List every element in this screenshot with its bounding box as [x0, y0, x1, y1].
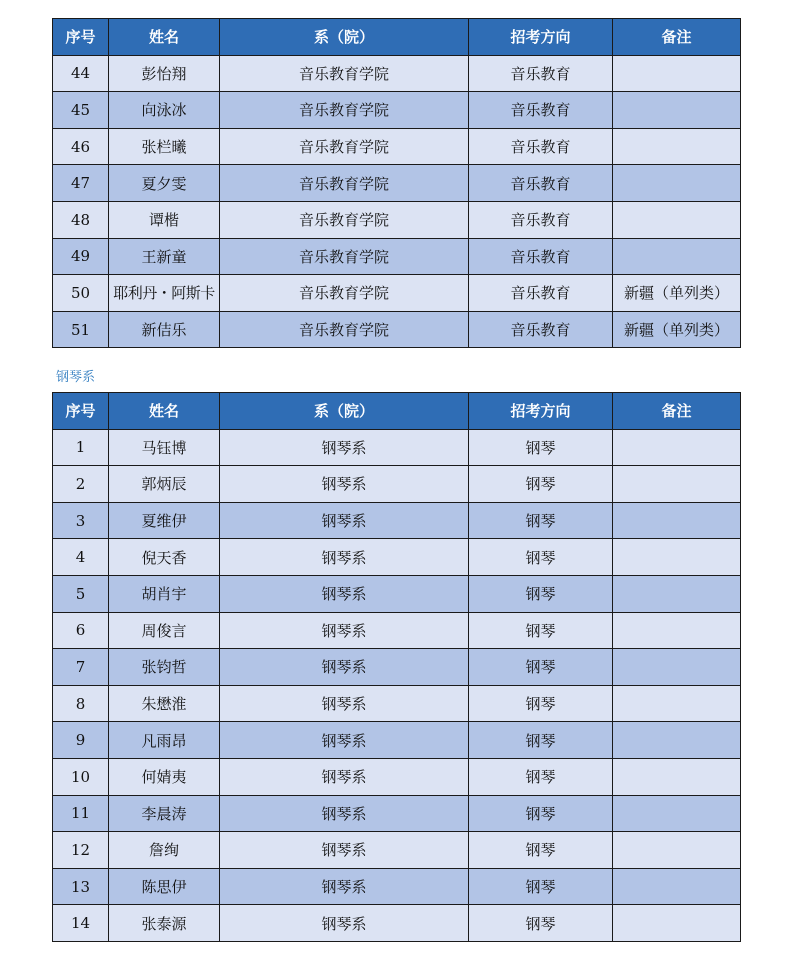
cell-note	[613, 466, 741, 503]
cell-note: 新疆（单列类）	[613, 311, 741, 348]
cell-note	[613, 905, 741, 942]
cell-direction: 钢琴	[469, 429, 613, 466]
cell-name: 耶利丹・阿斯卡	[109, 275, 220, 312]
cell-no: 47	[53, 165, 109, 202]
cell-direction: 钢琴	[469, 868, 613, 905]
cell-name: 夏夕雯	[109, 165, 220, 202]
table-row	[53, 165, 741, 202]
header-note: 备注	[613, 393, 741, 430]
cell-no: 3	[53, 502, 109, 539]
cell-note	[613, 128, 741, 165]
cell-note	[613, 722, 741, 759]
cell-no: 7	[53, 649, 109, 686]
table-row	[53, 275, 741, 312]
cell-dept: 钢琴系	[220, 795, 469, 832]
cell-note	[613, 575, 741, 612]
cell-note	[613, 832, 741, 869]
cell-direction: 钢琴	[469, 832, 613, 869]
cell-name: 倪天香	[109, 539, 220, 576]
piano-department-table	[52, 392, 741, 942]
cell-direction: 钢琴	[469, 502, 613, 539]
table-row	[53, 55, 741, 92]
cell-no: 1	[53, 429, 109, 466]
cell-dept: 音乐教育学院	[220, 311, 469, 348]
table-row	[53, 539, 741, 576]
cell-name: 夏维伊	[109, 502, 220, 539]
cell-dept: 钢琴系	[220, 685, 469, 722]
header-no: 序号	[53, 19, 109, 56]
cell-note: 新疆（单列类）	[613, 275, 741, 312]
cell-no: 49	[53, 238, 109, 275]
cell-direction: 钢琴	[469, 905, 613, 942]
cell-dept: 钢琴系	[220, 905, 469, 942]
cell-no: 11	[53, 795, 109, 832]
header-note: 备注	[613, 19, 741, 56]
cell-dept: 钢琴系	[220, 502, 469, 539]
cell-no: 5	[53, 575, 109, 612]
cell-direction: 钢琴	[469, 466, 613, 503]
cell-note	[613, 612, 741, 649]
cell-direction: 钢琴	[469, 685, 613, 722]
table-header-row	[53, 19, 741, 56]
cell-direction: 音乐教育	[469, 165, 613, 202]
table-row	[53, 128, 741, 165]
cell-name: 张栏曦	[109, 128, 220, 165]
cell-no: 4	[53, 539, 109, 576]
cell-direction: 钢琴	[469, 575, 613, 612]
cell-direction: 钢琴	[469, 539, 613, 576]
cell-name: 胡肖宇	[109, 575, 220, 612]
cell-dept: 钢琴系	[220, 649, 469, 686]
cell-note	[613, 685, 741, 722]
header-name: 姓名	[109, 19, 220, 56]
table-row	[53, 612, 741, 649]
cell-name: 王新童	[109, 238, 220, 275]
cell-dept: 音乐教育学院	[220, 238, 469, 275]
cell-name: 李晨涛	[109, 795, 220, 832]
cell-dept: 钢琴系	[220, 539, 469, 576]
cell-name: 郭炳辰	[109, 466, 220, 503]
table-row	[53, 502, 741, 539]
table-header-row	[53, 393, 741, 430]
cell-no: 45	[53, 92, 109, 129]
cell-name: 詹绚	[109, 832, 220, 869]
cell-dept: 钢琴系	[220, 868, 469, 905]
cell-no: 9	[53, 722, 109, 759]
cell-note	[613, 55, 741, 92]
table-row	[53, 722, 741, 759]
table-row	[53, 238, 741, 275]
cell-dept: 钢琴系	[220, 832, 469, 869]
cell-dept: 音乐教育学院	[220, 55, 469, 92]
cell-dept: 钢琴系	[220, 758, 469, 795]
cell-no: 8	[53, 685, 109, 722]
header-direction: 招考方向	[469, 19, 613, 56]
cell-direction: 钢琴	[469, 795, 613, 832]
cell-name: 谭楷	[109, 201, 220, 238]
table-row	[53, 832, 741, 869]
cell-direction: 音乐教育	[469, 92, 613, 129]
cell-name: 张泰源	[109, 905, 220, 942]
cell-no: 51	[53, 311, 109, 348]
cell-dept: 钢琴系	[220, 612, 469, 649]
cell-note	[613, 201, 741, 238]
cell-no: 14	[53, 905, 109, 942]
cell-name: 陈思伊	[109, 868, 220, 905]
header-direction: 招考方向	[469, 393, 613, 430]
cell-note	[613, 502, 741, 539]
cell-dept: 音乐教育学院	[220, 201, 469, 238]
header-dept: 系（院）	[220, 19, 469, 56]
cell-direction: 音乐教育	[469, 55, 613, 92]
table-row	[53, 758, 741, 795]
cell-direction: 钢琴	[469, 722, 613, 759]
section-title: 钢琴系	[56, 370, 96, 385]
table-row	[53, 685, 741, 722]
header-dept: 系（院）	[220, 393, 469, 430]
cell-name: 马钰博	[109, 429, 220, 466]
cell-no: 6	[53, 612, 109, 649]
cell-note	[613, 795, 741, 832]
table-row	[53, 466, 741, 503]
cell-name: 向泳冰	[109, 92, 220, 129]
cell-no: 13	[53, 868, 109, 905]
cell-dept: 音乐教育学院	[220, 275, 469, 312]
table-row	[53, 868, 741, 905]
cell-note	[613, 238, 741, 275]
cell-name: 新佶乐	[109, 311, 220, 348]
cell-dept: 钢琴系	[220, 466, 469, 503]
cell-direction: 音乐教育	[469, 311, 613, 348]
header-name: 姓名	[109, 393, 220, 430]
music-education-table	[52, 18, 741, 348]
cell-no: 48	[53, 201, 109, 238]
cell-dept: 音乐教育学院	[220, 128, 469, 165]
cell-name: 周俊言	[109, 612, 220, 649]
cell-no: 2	[53, 466, 109, 503]
cell-dept: 钢琴系	[220, 429, 469, 466]
table-row	[53, 311, 741, 348]
cell-note	[613, 92, 741, 129]
cell-no: 46	[53, 128, 109, 165]
table-row	[53, 429, 741, 466]
cell-direction: 音乐教育	[469, 275, 613, 312]
cell-no: 10	[53, 758, 109, 795]
cell-no: 50	[53, 275, 109, 312]
cell-direction: 音乐教育	[469, 128, 613, 165]
cell-name: 朱懋淮	[109, 685, 220, 722]
cell-direction: 音乐教育	[469, 201, 613, 238]
cell-no: 44	[53, 55, 109, 92]
cell-dept: 钢琴系	[220, 722, 469, 759]
cell-direction: 音乐教育	[469, 238, 613, 275]
cell-dept: 音乐教育学院	[220, 165, 469, 202]
cell-note	[613, 429, 741, 466]
table-row	[53, 905, 741, 942]
cell-name: 何婧夷	[109, 758, 220, 795]
cell-note	[613, 165, 741, 202]
table-row	[53, 795, 741, 832]
cell-direction: 钢琴	[469, 612, 613, 649]
cell-note	[613, 539, 741, 576]
cell-name: 张钧哲	[109, 649, 220, 686]
cell-dept: 钢琴系	[220, 575, 469, 612]
header-no: 序号	[53, 393, 109, 430]
cell-direction: 钢琴	[469, 758, 613, 795]
cell-name: 彭怡翔	[109, 55, 220, 92]
cell-direction: 钢琴	[469, 649, 613, 686]
cell-note	[613, 649, 741, 686]
table-row	[53, 201, 741, 238]
cell-dept: 音乐教育学院	[220, 92, 469, 129]
cell-note	[613, 868, 741, 905]
cell-name: 凡雨昂	[109, 722, 220, 759]
table-row	[53, 575, 741, 612]
cell-note	[613, 758, 741, 795]
table-row	[53, 649, 741, 686]
table-row	[53, 92, 741, 129]
cell-no: 12	[53, 832, 109, 869]
